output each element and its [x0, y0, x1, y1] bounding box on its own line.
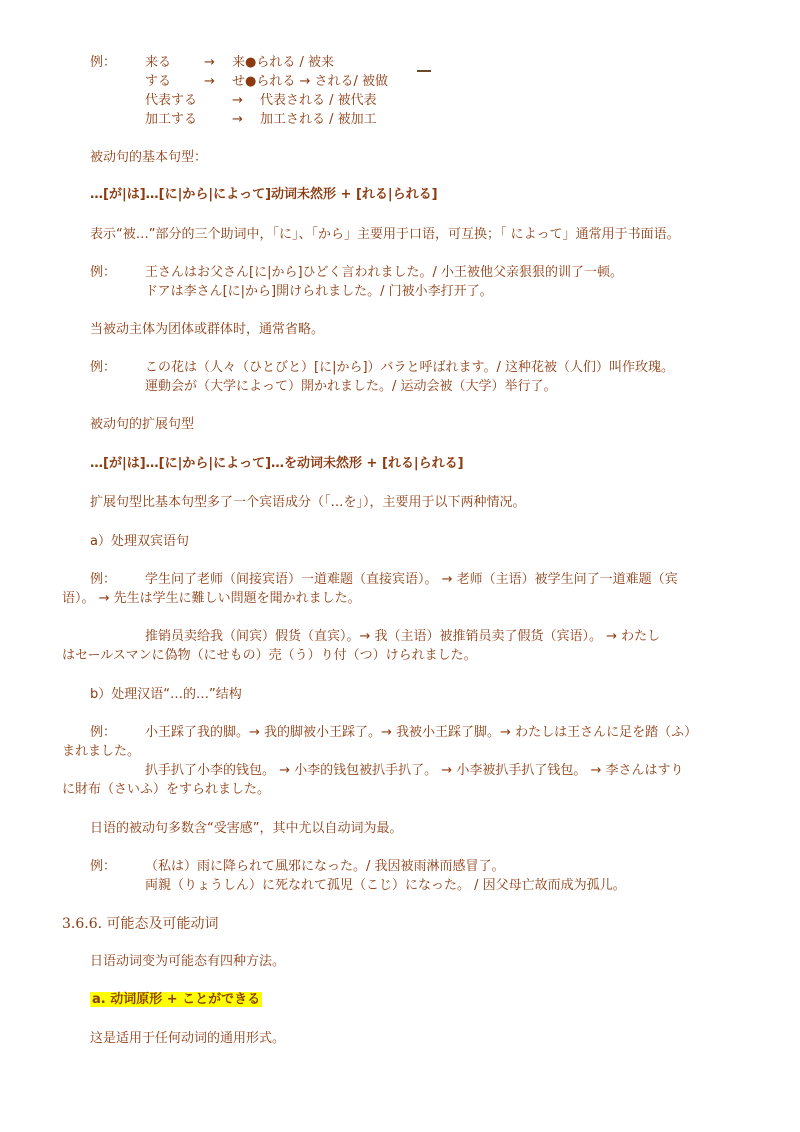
example-label: 例： [90, 265, 117, 280]
example-label: 例： [90, 859, 117, 874]
arrow-icon: → [232, 93, 243, 108]
example-sentence: 運動会が（大学によって）開かれました。/ 运动会被（大学）举行了。 [145, 379, 557, 394]
method-note: 这是适用于任何动词的通用形式。 [90, 1031, 286, 1046]
section-title: 被动句的基本句型： [90, 150, 208, 165]
case-heading: b）处理汉语“…的…”结构 [90, 687, 242, 702]
example-label: 例： [90, 55, 117, 70]
example-sentence: 推销员卖给我（间宾）假货（直宾）。→ 我（主语）被推销员卖了假货（宾语）。 → わたし [145, 629, 661, 644]
example-label: 例： [90, 572, 117, 587]
example-sentence: この花は（人々（ひとびと）[に|から]）バラと呼ばれます。/ 这种花被（人们）叫作玫瑰。 [145, 360, 674, 375]
page-mark [417, 60, 431, 78]
example-verb: 加工する [145, 112, 198, 127]
example-sentence: はセールスマンに偽物（にせもの）売（う）り付（つ）けられました。 [62, 648, 477, 663]
grammar-pattern: …[が|は]…[に|から|によって]…を动词未然形 + [れる|られる] [90, 456, 464, 471]
example-sentence: （私は）雨に降られて風邪になった。/ 我因被雨淋而感冒了。 [145, 859, 505, 874]
arrow-icon: → [204, 55, 215, 70]
example-verb: 来る [145, 55, 172, 70]
example-verb: 代表する [145, 93, 198, 108]
example-sentence: 小王踩了我的脚。→ 我的脚被小王踩了。→ 我被小王踩了脚。→ わたしは王さんに足を踏（ふ） [145, 725, 698, 740]
example-result: 加工される / 被加工 [260, 112, 377, 127]
usage-note: 表示“被…”部分的三个助词中，「に」、「から」主要用于口语，可互换；「 によって」通常用于书面语。 [90, 227, 680, 242]
example-result: せ●られる → される/ 被做 [232, 74, 389, 89]
section-title: 被动句的扩展句型 [90, 417, 195, 432]
example-sentence: 学生问了老师（间接宾语）一道难题（直接宾语）。 → 老师（主语）被学生问了一道难题（宾 [145, 572, 678, 587]
example-sentence: 语）。 → 先生は学生に難しい問題を聞かれました。 [62, 591, 361, 606]
example-sentence: に財布（さいふ）をすられました。 [62, 782, 271, 797]
example-sentence: 王さんはお父さん[に|から]ひどく言われました。/ 小王被他父亲狠狠的训了一顿。 [145, 265, 624, 280]
example-sentence: ドアは李さん[に|から]開けられました。/ 门被小李打开了。 [145, 284, 493, 299]
example-sentence: 両親（りょうしん）に死なれて孤児（こじ）になった。 / 因父母亡故而成为孤儿。 [145, 878, 626, 893]
example-sentence: 扒手扒了小李的钱包。 → 小李的钱包被扒手扒了。 → 小李被扒手扒了钱包。 → 李さんはすり [145, 763, 684, 778]
example-verb: する [145, 74, 172, 89]
section-heading: 3.6.6. 可能态及可能动词 [62, 916, 219, 932]
grammar-pattern: …[が|は]…[に|から|によって]动词未然形 + [れる|られる] [90, 187, 438, 202]
usage-note: 扩展句型比基本句型多了一个宾语成分（「…を」），主要用于以下两种情况。 [90, 495, 526, 510]
example-sentence: まれました。 [62, 744, 141, 759]
example-result: 来●られる / 被来 [232, 55, 334, 70]
example-label: 例： [90, 360, 117, 375]
case-heading: a）处理双宾语句 [90, 534, 189, 549]
example-result: 代表される / 被代表 [260, 93, 377, 108]
arrow-icon: → [232, 112, 243, 127]
example-label: 例： [90, 725, 117, 740]
section-intro: 日语动词变为可能态有四种方法。 [90, 954, 286, 969]
usage-note: 日语的被动句多数含“受害感”，其中尤以自动词为最。 [90, 821, 403, 836]
method-a-highlight: a. 动词原形 + ことができる [92, 992, 261, 1007]
usage-note: 当被动主体为团体或群体时，通常省略。 [90, 322, 325, 337]
method-heading [90, 991, 262, 1009]
arrow-icon: → [204, 74, 215, 89]
